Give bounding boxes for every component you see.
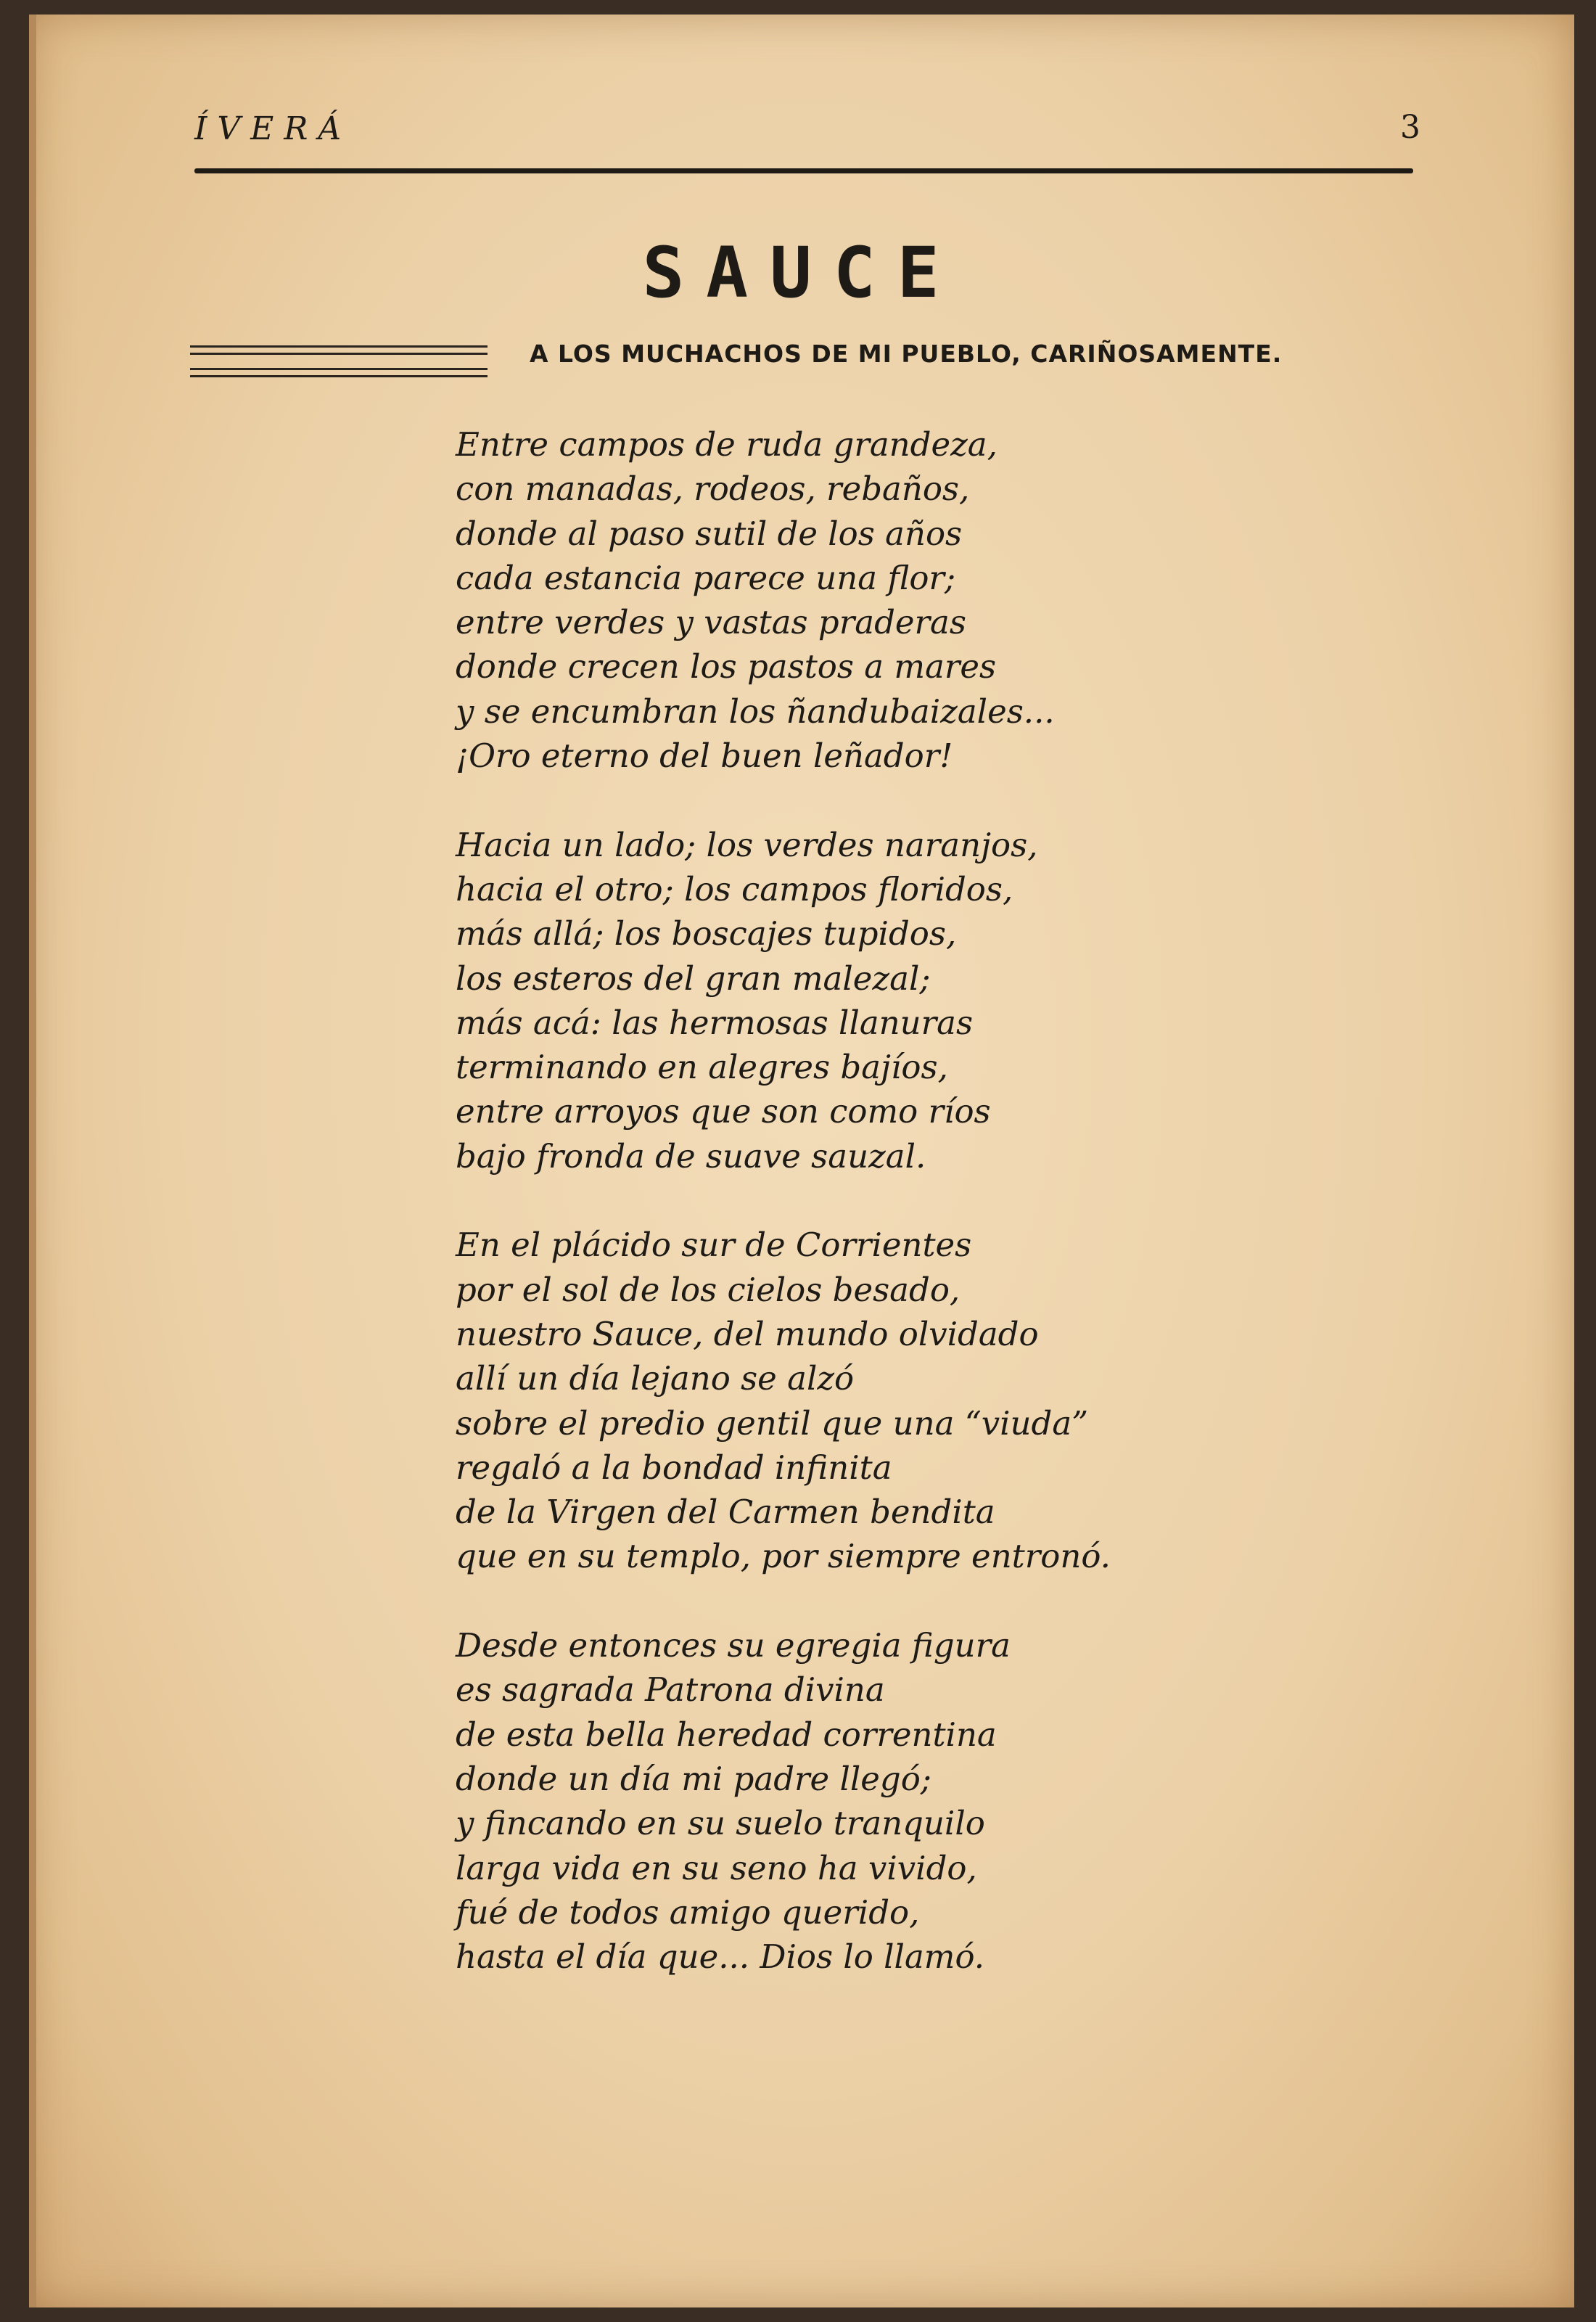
poem-line: En el plácido sur de Corrientes [456, 1226, 972, 1265]
poem-line: donde un día mi padre llegó; [456, 1759, 931, 1798]
poem-line: Desde entonces su egregia figura [456, 1626, 1011, 1665]
poem-line: hasta el día que... Dios lo llamó. [456, 1937, 985, 1977]
poem-line: sobre el predio gentil que una “viuda” [456, 1403, 1089, 1443]
poem-line: fué de todos amigo querido, [456, 1892, 920, 1932]
poem-line: entre arroyos que son como ríos [456, 1092, 991, 1131]
running-title: ÍVERÁ [194, 110, 352, 147]
poem-line: y fincando en su suelo tranquilo [456, 1804, 985, 1843]
poem-body [456, 422, 1111, 2024]
stanza [456, 422, 1111, 778]
page-gutter [29, 15, 36, 2307]
poem-title: SAUCE [642, 232, 961, 313]
poem-line: más allá; los boscajes tupidos, [456, 914, 957, 953]
poem-line: Hacia un lado; los verdes naranjos, [456, 825, 1038, 864]
poem-line: nuestro Sauce, del mundo olvidado [456, 1314, 1039, 1353]
poem-line: bajo fronda de suave sauzal. [456, 1136, 926, 1176]
poem-line: que en su templo, por siempre entronó. [456, 1537, 1111, 1576]
poem-line: por el sol de los cielos besado, [456, 1270, 961, 1309]
header-rule [194, 168, 1413, 173]
book-page [29, 15, 1574, 2307]
poem-line: de esta bella heredad correntina [456, 1715, 997, 1754]
poem-line: Entre campos de ruda grandeza, [456, 425, 998, 464]
page-number: 3 [1400, 109, 1420, 146]
poem-line: con manadas, rodeos, rebaños, [456, 469, 970, 509]
poem-line: terminando en alegres bajíos, [456, 1048, 948, 1087]
poem-line: entre verdes y vastas praderas [456, 603, 966, 642]
poem-line: hacia el otro; los campos floridos, [456, 869, 1013, 908]
poem-line: de la Virgen del Carmen bendita [456, 1493, 995, 1532]
stanza [456, 1223, 1111, 1578]
poem-line: larga vida en su seno ha vivido, [456, 1848, 977, 1887]
stanza [456, 1623, 1111, 1979]
stanza [456, 823, 1111, 1178]
poem-line: es sagrada Patrona divina [456, 1670, 885, 1710]
poem-line: más acá: las hermosas llanuras [456, 1003, 974, 1042]
poem-line: los esteros del gran malezal; [456, 959, 931, 998]
poem-line: y se encumbran los ñandubaizales... [456, 692, 1055, 731]
poem-line: ¡Oro eterno del buen leñador! [456, 737, 953, 776]
poem-line: cada estancia parece una flor; [456, 558, 956, 597]
poem-line: regaló a la bondad infinita [456, 1448, 892, 1487]
ornamental-rule [190, 345, 488, 382]
poem-line: donde al paso sutil de los años [456, 514, 963, 553]
poem-line: donde crecen los pastos a mares [456, 647, 997, 686]
dedication: A LOS MUCHACHOS DE MI PUEBLO, CARIÑOSAMENTE. [530, 340, 1283, 368]
poem-line: allí un día lejano se alzó [456, 1359, 855, 1398]
